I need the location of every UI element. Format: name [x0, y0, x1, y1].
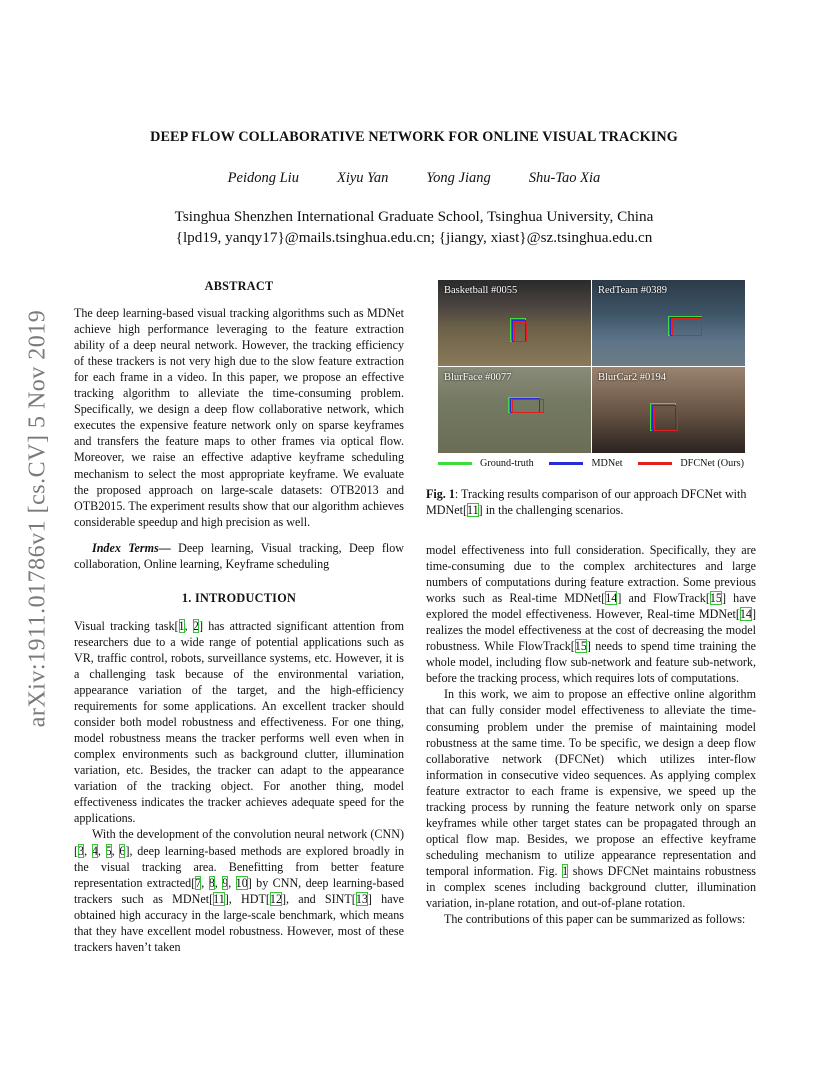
citation-link[interactable]: 4 [91, 843, 98, 858]
text-run: Visual tracking task [74, 618, 175, 633]
citation-link[interactable]: 10 [235, 875, 248, 890]
text-run: ] realizes the model effectiveness at the cost of decreasing the model robustness. While FlowTrack[ [426, 607, 756, 654]
citation-link[interactable]: 2 [192, 618, 199, 633]
text-run: ], and SINT[ [282, 891, 356, 906]
panel-label: RedTeam #0389 [598, 285, 667, 296]
right-column [426, 542, 756, 927]
intro-paragraph-4 [426, 686, 756, 911]
text-run: ], HDT[ [224, 891, 270, 906]
intro-paragraph-3 [426, 542, 756, 686]
author-3: Yong Jiang [426, 170, 491, 186]
citation-link[interactable]: 13 [355, 891, 368, 906]
legend-item-dfcnet [638, 458, 744, 469]
panel-label: Basketball #0055 [444, 285, 518, 296]
legend-label: Ground-truth [480, 458, 534, 469]
citation-link[interactable]: 7 [195, 875, 202, 890]
figure-legend [438, 458, 744, 469]
legend-item-ground-truth [438, 458, 534, 469]
text-run: ] needs to spend time training the whole model, including flow sub-network and feature sub-network, before the tracking process, which requires lots of computations. [426, 639, 756, 686]
intro-heading: 1. INTRODUCTION [181, 590, 297, 605]
figure-reference-link[interactable]: 1 [562, 863, 569, 878]
text-run: ] by CNN, deep learning-based trackers such as MDNet[ [74, 875, 404, 906]
text-run: With the development of the convolution neural network (CNN) [ [74, 827, 404, 858]
dfcnet-box [512, 399, 544, 413]
caption-label: Fig. 1 [426, 487, 455, 501]
text-run: ] and FlowTrack[ [617, 591, 710, 606]
text-run: : Tracking results comparison of our approach DFCNet with MDNet[ [426, 487, 747, 517]
intro-paragraph-2: With the development of the convolution neural network (CNN) [3, 4, 5, 6], deep learning-based methods are explored broadly in the visual tracking area. Benefitting from better feature representation extracted[7, 8, 9, 10] by CNN, deep learning-based trackers such as MDNet[11], HDT[12], and SINT[13] have obtained high accuracy in the large-scale benchmark, which means that they have excellent model robustness. However, most of these trackers haven’t taken [74, 827, 405, 954]
dfcnet-box [654, 407, 678, 431]
figure-1 [426, 280, 747, 518]
panel-label: BlurFace #0077 [444, 372, 512, 383]
paper-title: DEEP FLOW COLLABORATIVE NETWORK FOR ONLINE VISUAL TRACKING [150, 129, 678, 145]
citation-link[interactable]: 8 [208, 875, 215, 890]
citation-link[interactable]: 12 [269, 891, 282, 906]
text-run: ], deep learning-based methods are explored broadly in the visual tracking area. Benefitting from better feature representation extracted[ [74, 843, 405, 890]
text-run: model effectiveness into full consideration. Specifically, they are time-consuming due to the complex architectures and large numbers of computations during feature extraction. Some previous works such as Real-time MDNet[ [426, 543, 756, 606]
text-run: ] in the challenging scenarios. [478, 503, 624, 517]
index-terms-text: Deep learning, Visual tracking, Deep flow collaboration, Online learning, Keyframe scheduling [74, 540, 404, 571]
figure-image-grid [438, 280, 744, 452]
citation-link[interactable]: 9 [222, 875, 229, 890]
author-list [0, 170, 828, 187]
text-run: shows DFCNet maintains robustness in complex scenes including background clutter, illumination variation, in-plane rotation, and out-of-plane rotation. [426, 863, 756, 911]
citation-link[interactable]: 6 [119, 843, 126, 858]
legend-swatch [638, 462, 672, 465]
citation-link[interactable]: 5 [105, 843, 112, 858]
figure-panel-blurcar [592, 367, 745, 453]
abstract-heading: ABSTRACT [204, 279, 274, 293]
citation-link[interactable]: 3 [78, 843, 85, 858]
citation-link[interactable]: 11 [466, 503, 479, 517]
author-1: Peidong Liu [227, 170, 299, 186]
citation-link[interactable]: 14 [739, 607, 752, 622]
dfcnet-box [514, 322, 527, 342]
citation-link[interactable]: 11 [213, 891, 225, 906]
citation-link[interactable]: 15 [709, 591, 722, 606]
legend-swatch [549, 462, 583, 465]
arxiv-stamp-text: arXiv:1911.01786v1 [cs.CV] 5 Nov 2019 [24, 309, 51, 727]
intro-paragraph-5: The contributions of this paper can be summarized as follows: [444, 912, 746, 927]
panel-label: BlurCar2 #0194 [598, 372, 666, 383]
figure-panel-basketball [438, 280, 591, 366]
text-run: In this work, we aim to propose an effective online algorithm that can fully consider model effectiveness to alleviate the time-consuming problem under the premise of maintaining model robustness at the same time. To be specific, we design a deep flow collaborative network (DFCNet) which utilizes inter-flow information in consecutive video sequences. As applying complex feature extractor to each frame is expensive, we speed up the tracking process by running the feature network only on sparse keyframes while other target states can be propagated through an optical flow map. Besides, we propose an effective keyframe scheduling mechanism to utilize appearance representation and temporal information. Fig. [426, 687, 756, 878]
figure-panel-blurface [438, 367, 591, 453]
legend-label: DFCNet (Ours) [680, 458, 744, 469]
figure-caption [426, 486, 756, 518]
intro-paragraph-1: Visual tracking task[1, 2] has attracted significant attention from researchers due to a wide range of potential applications such as VR, traffic control, robots, surveillance systems, etc. However, it is a challenging task because of the environmental variation, appearance variation of the target, and the high-efficiency requirements for some applications. An excellent tracker should consider both model robustness and effectiveness. For one thing, model robustness means the tracker performs well even when in complex environments such as background clutter, illumination variation, etc. Besides, the tracker can adapt to the appearance variation of the tracking object. For another thing, model effectiveness indicates the tracker achieves adequate speed for the applications. [74, 618, 405, 826]
text-run: ] have explored the model effectiveness. However, Real-time MDNet[ [426, 591, 756, 622]
author-2: Xiyu Yan [336, 170, 389, 186]
text-run: has attracted significant attention from researchers due to a wide range of potential applications such as VR, traffic control, robots, surveillance systems, etc. However, it is a challenging task because of the environmental variation, appearance variation of the target, and the high-efficiency requirements for some applications. An excellent tracker should consider both model robustness and effectiveness. For one thing, model robustness means the tracker performs well even when in complex environments such as background clutter, illumination variation, etc. Besides, the tracker can adapt to the appearance variation of the tracking object. For another thing, model effectiveness indicates the tracker achieves adequate speed for the applications. [74, 618, 405, 826]
index-terms [74, 540, 404, 572]
author-4: Shu-Tao Xia [528, 170, 601, 186]
legend-swatch [438, 462, 472, 465]
citation-link[interactable]: 15 [574, 639, 587, 654]
abstract-text: The deep learning-based visual tracking algorithms such as MDNet achieve high performance leveraging to the feature extraction ability of a deep neural network. However, the tracking efficiency of these trackers is not very high due to the slow feature extraction for each frame in a video. In this paper, we propose an effective tracking algorithm to alleviate the time-consuming problem. Specifically, we design a deep flow collaborative network, which executes the expensive feature network only on sparse keyframes and transfers the feature maps to other frames via optical flow. Moreover, we raise an effective adaptive keyframe scheduling mechanism to select the most appropriate keyframe. We evaluate the proposed approach on large-scale datasets: OTB2013 and OTB2015. The experiment results show that our algorithm achieves considerable speedup and high precision as well. [74, 306, 404, 529]
figure-panel-redteam [592, 280, 745, 366]
citation-link[interactable]: 1 [178, 618, 185, 633]
left-column [74, 278, 404, 955]
affiliation-block [0, 206, 828, 248]
text-run: ] have obtained high accuracy in the large-scale benchmark, which means that they have excellent model robustness. However, most of these trackers haven’t taken [74, 891, 404, 954]
legend-label: MDNet [591, 458, 623, 469]
citation-link[interactable]: 14 [605, 591, 618, 606]
arxiv-stamp [18, 288, 58, 748]
dfcnet-box [672, 318, 702, 336]
emails: {lpd19, yanqy17}@mails.tsinghua.edu.cn; {jiangy, xiast}@sz.tsinghua.edu.cn [175, 229, 653, 246]
index-terms-label: Index Terms— [92, 540, 171, 555]
text-run: , [184, 618, 193, 633]
legend-item-mdnet [549, 458, 622, 469]
affiliation: Tsinghua Shenzhen International Graduate School, Tsinghua University, China [174, 208, 654, 225]
